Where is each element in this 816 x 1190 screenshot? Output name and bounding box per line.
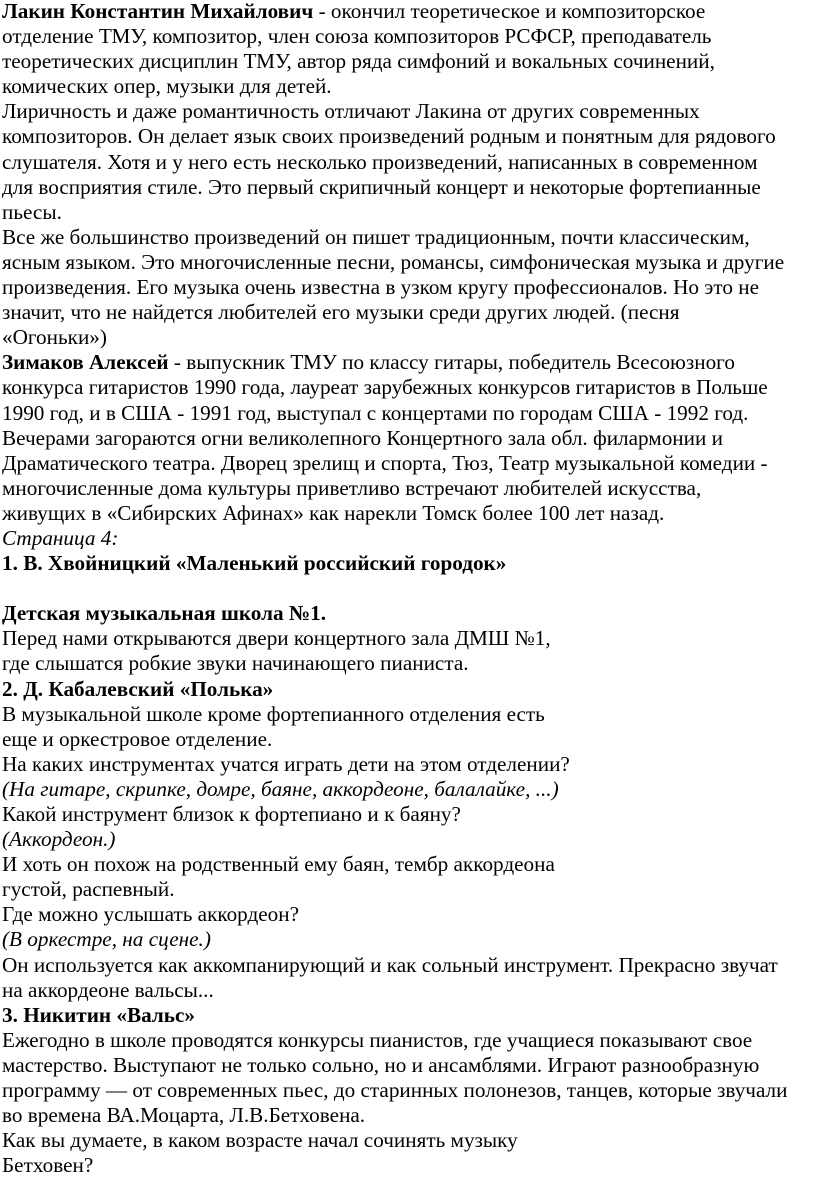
traditional-paragraph-line: Все же большинство произведений он пишет традиционным, почти классическим,	[2, 224, 750, 249]
contest-line: Ежегодно в школе проводятся конкурсы пианистов, где учащиеся показывают свое	[2, 1027, 753, 1052]
traditional-paragraph-line: «Огоньки»)	[2, 325, 107, 350]
traditional-paragraph-line: произведения. Его музыка очень известна в узком кругу профессионалов. Но это не	[2, 275, 760, 300]
zimakov-name: Зимаков Алексей	[2, 350, 169, 375]
orchestra-line: В музыкальной школе кроме фортепианного отделения есть	[2, 701, 545, 726]
traditional-paragraph-line: ясным языком. Это многочисленные песни, романсы, симфоническая музыка и другие	[2, 249, 785, 274]
question-instrument: Какой инструмент близок к фортепиано и к баяну?	[2, 802, 461, 826]
heading-nikitin: 3. Никитин «Вальс»	[2, 1002, 196, 1027]
evening-paragraph-line: Вечерами загораются огни великолепного Концертного зала обл. филармонии и	[2, 425, 723, 450]
accordion-question: Где можно услышать аккордеон?	[2, 902, 300, 927]
contest-question: Как вы думаете, в каком возрасте начал сочинять музыку	[2, 1128, 518, 1153]
contest-line: мастерство. Выступают не только сольно, но и ансамблями. Играют разнообразную	[2, 1052, 760, 1077]
traditional-paragraph-line: значит, что не найдется любителей его музыки среди других людей. (песня	[2, 300, 680, 325]
accordion-line: И хоть он похож на родственный ему баян, тембр аккордеона	[2, 852, 555, 877]
lyric-paragraph-line: пьесы.	[2, 199, 62, 224]
lyric-paragraph-line: композиторов. Он делает язык своих произведений родным и понятным для рядового	[2, 124, 776, 149]
lakin-paragraph-line: отделение ТМУ, композитор, член союза композиторов РСФСР, преподаватель	[2, 24, 712, 49]
accordion-use-line: на аккордеоне вальсы...	[2, 977, 214, 1002]
zimakov-paragraph-line: 1990 год, и в США - 1991 год, выступал с концертами по городам США - 1992 год.	[2, 400, 749, 425]
heading-hvoinitsky: 1. В. Хвойницкий «Маленький российский городок»	[2, 551, 507, 576]
page-label: Страница 4:	[2, 525, 119, 550]
heading-kabalevsky: 2. Д. Кабалевский «Полька»	[2, 676, 274, 701]
lakin-paragraph-line	[2, 0, 810, 24]
accordion-use-line: Он используется как аккомпанирующий и как сольный инструмент. Прекрасно звучат	[2, 952, 778, 977]
lyric-paragraph-line: слушателя. Хотя и у него есть несколько произведений, написанных в современном	[2, 149, 758, 174]
lyric-paragraph-line: для восприятия стиле. Это первый скрипичный концерт и некоторые фортепианные	[2, 174, 761, 199]
zimakov-paragraph-line	[2, 350, 810, 375]
answer-instruments: (На гитаре, скрипке, домре, баяне, аккордеоне, балалайке, ...)	[2, 776, 559, 801]
lakin-intro-text: - окончил теоретическое и композиторское	[313, 0, 706, 23]
zimakov-intro-text: - выпускник ТМУ по классу гитары, победитель Всесоюзного	[168, 350, 735, 375]
answer-accordion: (Аккордеон.)	[2, 827, 116, 852]
contest-question: Бетховен?	[2, 1153, 94, 1178]
zimakov-paragraph-line: конкурса гитаристов 1990 года, лауреат зарубежных конкурсов гитаристов в Польше	[2, 375, 768, 400]
lakin-name: Лакин Константин Михайлович	[2, 0, 314, 23]
evening-paragraph-line: Драматического театра. Дворец зрелищ и спорта, Тюз, Театр музыкальной комедии -	[2, 450, 768, 475]
contest-line: во времена ВА.Моцарта, Л.В.Бетховена.	[2, 1103, 366, 1128]
accordion-line: густой, распевный.	[2, 877, 175, 902]
answer-where: (В оркестре, на сцене.)	[2, 927, 211, 952]
school-heading: Детская музыкальная школа №1.	[2, 601, 327, 626]
evening-paragraph-line: живущих в «Сибирских Афинах» как нарекли Томск более 100 лет назад.	[2, 500, 665, 525]
blank-line	[2, 576, 810, 601]
lyric-paragraph-line: Лиричность и даже романтичность отличают Лакина от других современных	[2, 99, 700, 124]
lakin-paragraph-line: теоретических дисциплин ТМУ, автор ряда симфоний и вокальных сочинений,	[2, 49, 715, 74]
school-line: Перед нами открываются двери концертного зала ДМШ №1,	[2, 626, 551, 651]
orchestra-line: еще и оркестровое отделение.	[2, 726, 273, 751]
contest-line: программу — от современных пьес, до старинных полонезов, танцев, которые звучали	[2, 1078, 788, 1103]
orchestra-question: На каких инструментах учатся играть дети на этом отделении?	[2, 751, 570, 776]
school-line: где слышатся робкие звуки начинающего пианиста.	[2, 651, 469, 676]
evening-paragraph-line: многочисленные дома культуры приветливо встречают любителей искусства,	[2, 475, 702, 500]
lakin-paragraph-line: комических опер, музыки для детей.	[2, 74, 332, 99]
